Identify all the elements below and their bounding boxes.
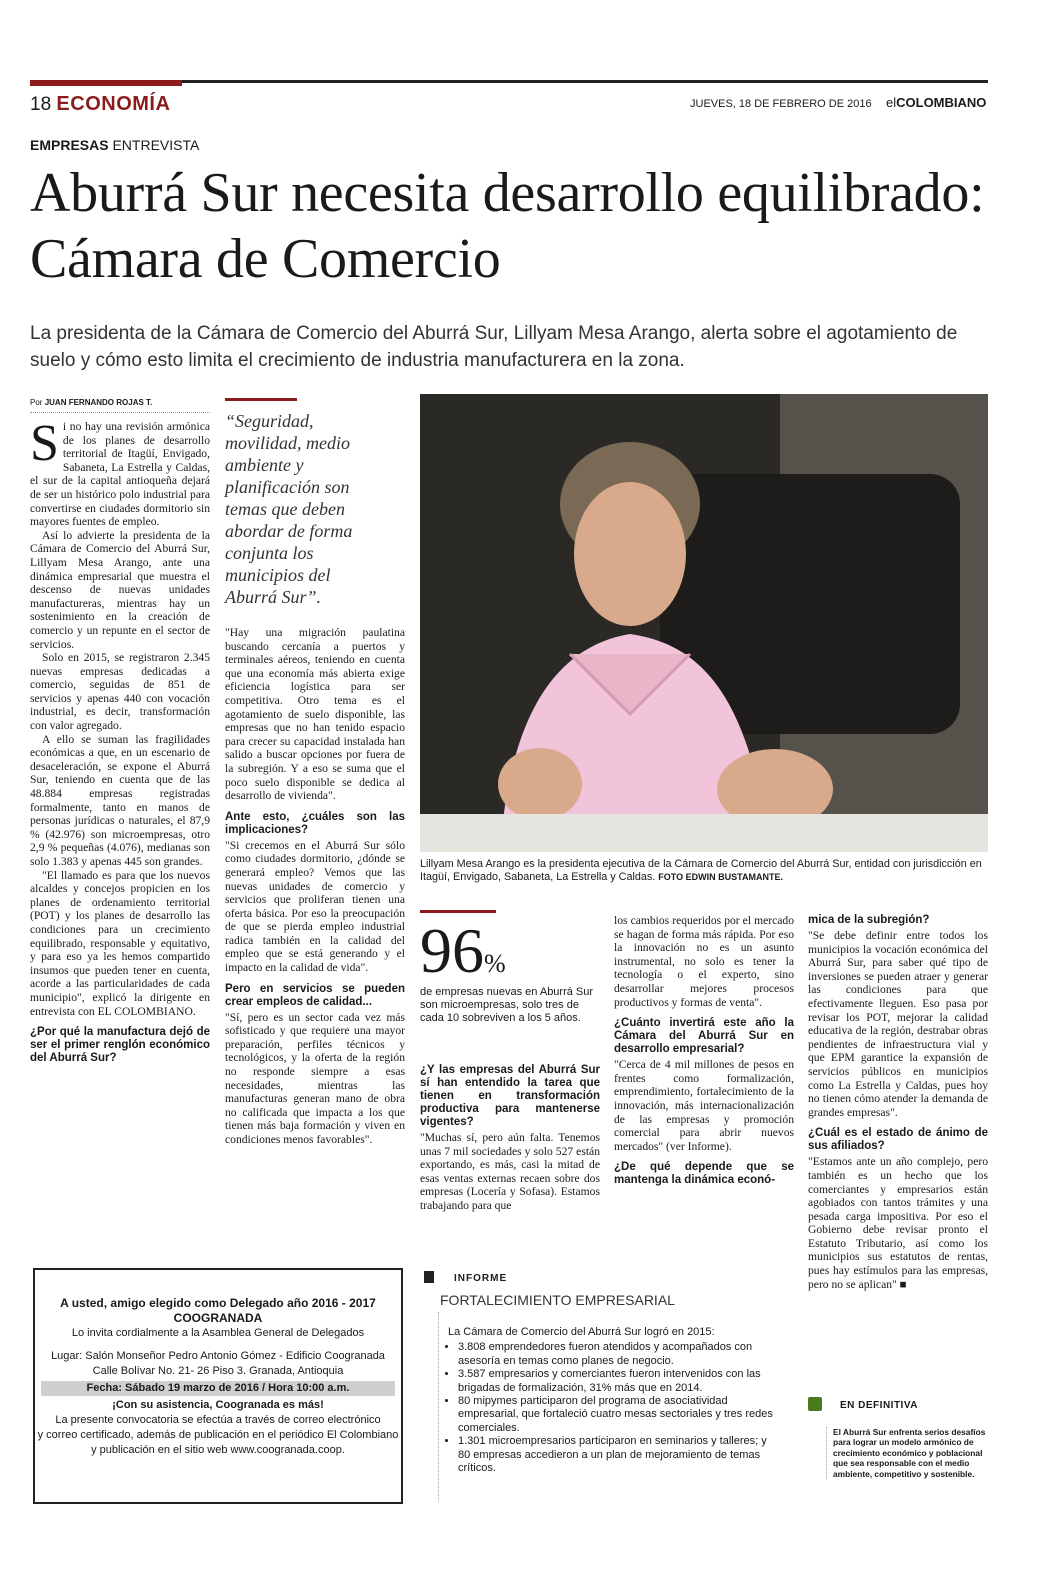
end-mark-icon: ■ [899, 1277, 907, 1291]
grid-icon [808, 1397, 822, 1411]
kicker-section: EMPRESAS [30, 137, 109, 153]
coogranada-advertisement [33, 1268, 403, 1504]
informe-intro: La Cámara de Comercio del Aburrá Sur logró en 2015: [448, 1326, 715, 1338]
paragraph: A ello se suman las fragilidades económicas a que, en un escenario de desaceleración, se expone el Aburrá Sur, teniendo en cuenta que de las 48.884 empresas registradas formalmente, tanto en manos de personas jurídicas o naturales, el 87,9 % (42.976) son microempresas, otro 2,9 % pequeñas (4.076), medianas son solo 1.383 y apenas 445 son grandes. [30, 732, 210, 868]
photo-credit: FOTO EDWIN BUSTAMANTE. [658, 872, 783, 882]
question: Ante esto, ¿cuáles son las implicaciones? [225, 810, 405, 836]
informe-label [424, 1271, 507, 1284]
paragraph: "Se debe definir entre todos los municipios la vocación económica del Aburrá Sur, para saber qué tipo de inversiones se pueden atraer y generar las condiciones para que efectivamente lleguen. Eso pasa por revisar los POT, mejorar la calidad educativa de la región, destrabar obras pendientes de infraestructura vial y que EPM garantice la expansión de servicios públicos en municipios como La Estrella y Caldas, pues hoy no tienen cómo atender la demanda de grandes empresas". [808, 929, 988, 1119]
list-item: • 1.301 microempresarios participaron en seminarios y talleres; y 80 empresas accedieron a un plan de mejoramiento de temas críticos. [458, 1435, 774, 1475]
article-column-4 [614, 914, 794, 1189]
definitiva-text: El Aburrá Sur enfrenta serios desafíos para lograr un modelo armónico de crecimiento económico y poblacional que sea responsable con el medio ambiente, competitivo y sostenible. [826, 1427, 993, 1479]
header-accent-bar [30, 80, 182, 86]
paragraph: "Si crecemos en el Aburrá Sur sólo como ciudades dormitorio, ¿dónde se generará empleo? Vemos que las nuevas unidades de comercio y servicios que proliferan tienen una oferta básica. Por eso la preocupación de que se pierda empleo industrial radica también en la calidad del empleo que se está generando y el impacto en la calidad de vida". [225, 838, 405, 975]
question: ¿Cuánto invertirá este año la Cámara del Aburrá Sur en desarrollo empresarial? [614, 1017, 794, 1056]
stat-number [420, 914, 506, 988]
informe-list [448, 1341, 774, 1475]
question: mica de la subregión? [808, 914, 930, 926]
ad-line: COOGRANADA [173, 1311, 263, 1325]
paragraph: "Cerca de 4 mil millones de pesos en frentes como formalización, emprendimiento, fortalecimiento de la innovación, más internacionalización de las empresas y promoción comercial para abrir nuevos mercados" (ver Informe). [614, 1058, 794, 1153]
ad-line: Lo invita cordialmente a la Asamblea General de Delegados [71, 1327, 365, 1339]
paragraph-text: i no hay una revisión armónica de los planes de desarrollo territorial de Itagüí, Envigado, Sabaneta, La Estrella y Caldas, el sur de la capital antioqueña dejará de ser un histórico polo industrial para convertirse en ciudades dormitorio sin mayores fuentes de empleo. [30, 420, 210, 529]
pullquote-accent [225, 398, 297, 401]
paragraph: "Sí, pero es un sector cada vez más sofisticado y que requiere una mayor preparación, perfiles técnicos y tecnológicos, y la oferta de la región no responde siempre a esas necesidades, mientras las manufacturas generan mano de obra no calificada que impacta a los que tienen más baja formación y viven en condiciones menos favorables". [225, 1010, 405, 1146]
article-column-3 [420, 1064, 600, 1213]
byline-divider [30, 412, 210, 413]
paragraph: "Hay una migración paulatina buscando cercanía a puertos y terminales aéreos, teniendo en cuenta que una economía más abierta exige eficiencia logística para ser competitiva. Otro tema es el agotamiento de suelo disponible, las empresas que no han tenido espacio para crecer su capacidad instalada han salido a buscar opciones por fuera de la subregión. Y a eso se suma que el poco suelo disponible se dedica al desarrollo de vivienda". [225, 626, 405, 803]
section-name: ECONOMÍA [56, 93, 171, 115]
informe-label-text: INFORME [454, 1273, 508, 1284]
kicker [30, 137, 199, 153]
page-number-section [30, 93, 170, 116]
ad-line: La presente convocatoria se efectúa a través de correo electrónico [55, 1414, 381, 1426]
portrait-photo [420, 394, 988, 852]
ad-line: A usted, amigo elegido como Delegado año 2016 - 2017 [60, 1296, 376, 1310]
ad-line: Calle Bolívar No. 21- 26 Piso 3. Granada, Antioquia [92, 1365, 344, 1377]
article-column-1 [30, 415, 210, 1067]
article-column-5 [808, 914, 988, 1291]
paragraph: Solo en 2015, se registraron 2.345 nuevas empresas dedicadas a comercio, seguidas de 851 de servicios y apenas 440 con vocación industrial, es decir, transformación con valor agregado. [30, 651, 210, 733]
ad-line: Lugar: Salón Monseñor Pedro Antonio Gómez - Edificio Coogranada [51, 1350, 385, 1362]
byline-prefix: Por [30, 398, 43, 407]
list-item: • 3.808 emprendedores fueron atendidos y acompañados con asesoría en temas como planes de negocio. [458, 1341, 774, 1368]
ad-line: ¡Con su asistencia, Coogranada es más! [112, 1399, 324, 1411]
definitiva-label-text: EN DEFINITIVA [840, 1400, 918, 1411]
caption-text: Lillyam Mesa Arango es la presidenta ejecutiva de la Cámara de Comercio del Aburrá Sur, entidad con jurisdicción en Itagüí, Envigado, Sabaneta, La Estrella y Caldas. [420, 858, 982, 883]
deck: La presidenta de la Cámara de Comercio del Aburrá Sur, Lillyam Mesa Arango, alerta sobre el agotamiento de suelo y cómo esto limita el crecimiento de industria manufacturera en la zona. [30, 323, 958, 371]
brand-name: COLOMBIANO [896, 95, 987, 110]
question: ¿Cuál es el estado de ánimo de sus afiliados? [808, 1127, 988, 1153]
document-icon [424, 1271, 434, 1283]
list-item: • 80 mipymes participaron del programa de asociatividad empresarial, que fortaleció cuatro mesas sectoriales y tres redes comerciales. [458, 1395, 774, 1435]
list-item: • 3.587 empresarios y comerciantes fueron intervenidos con las brigadas de formalización, 31% más que en 2014. [458, 1368, 774, 1395]
stat-value: 96 [420, 915, 484, 986]
byline [30, 398, 152, 407]
paragraph: Así lo advierte la presidenta de la Cámara de Comercio del Aburrá Sur, Lillyam Mesa Arango, ante una dinámica empresarial que muestra el descenso de nuevas unidades manufactureras, mientras hay un sostenimiento en la creación de comercio y un repunte en el sector de servicios. [30, 528, 210, 651]
newspaper-brand [886, 95, 986, 110]
ad-line: y correo certificado, además de publicación en el periódico El Colombiano [37, 1429, 399, 1441]
question: Pero en servicios se pueden crear empleos de calidad... [225, 982, 405, 1008]
paragraph: "Muchas sí, pero aún falta. Tenemos unas 7 mil sociedades y solo 527 están exportando, es más, casi la mitad de esas ventas externas recaen sobre dos empresas (Locería y Sofasa). Estamos trabajando para que [420, 1131, 600, 1212]
stat-text: de empresas nuevas en Aburrá Sur son microempresas, solo tres de cada 10 sobreviven a los 5 años. [420, 986, 594, 1024]
article-column-2 [225, 626, 405, 1147]
question: ¿De qué depende que se mantenga la dinámica econó- [614, 1161, 794, 1187]
date: JUEVES, 18 DE FEBRERO DE 2016 [690, 98, 872, 110]
informe-title: FORTALECIMIENTO EMPRESARIAL [440, 1292, 675, 1308]
informe-body [448, 1326, 774, 1475]
photo-image [420, 394, 988, 852]
paragraph: "El llamado es para que los nuevos alcaldes y concejos propicien en los planes de ordenamiento territorial (POT) y los planes de desarrollo las condiciones para un crecimiento equilibrado, responsable y equitativo, y para eso ya les hemos compartido insumos que pueden tener en cuenta, acorde a las particularidades de cada municipio", explicó la dirigente en entrevista con EL COLOMBIANO. [30, 868, 210, 1018]
paragraph: los cambios requeridos por el mercado se hagan de forma más rápida. Por eso la innovación no es un asunto instrumental, no solo es tener la tecnología o el experto, sino desarrollar mejores procesos productivos y formas de venta". [614, 914, 794, 1009]
question: ¿Por qué la manufactura dejó de ser el primer renglón económico del Aburrá Sur? [30, 1026, 210, 1065]
stat-unit: % [484, 949, 506, 978]
ad-line: y publicación en el sitio web www.coogranada.coop. [91, 1444, 345, 1456]
definitiva-label [808, 1397, 918, 1411]
brand-prefix: el [886, 95, 897, 110]
kicker-type: ENTREVISTA [112, 137, 200, 153]
stat-accent [420, 910, 496, 913]
paragraph [808, 1155, 988, 1291]
pullquote: “Seguridad, movilidad, medio ambiente y planificación son temas que deben abordar de forma conjunta los municipios del Aburrá Sur”. [225, 411, 353, 607]
photo-caption [420, 858, 988, 884]
paragraph-text: "Estamos ante un año complejo, pero también es un hecho que los comerciantes y empresarios están agobiados con tantos trámites y una pesada carga impositiva. Por eso el Gobierno debe revisar pronto el Estatuto Tributario, así como los municipios sus estatutos de rentas, pues hay estímulos para las empresas, pero no se aplican" [808, 1155, 988, 1291]
paragraph [30, 415, 210, 529]
page-number: 18 [30, 94, 52, 115]
question: ¿Y las empresas del Aburrá Sur sí han entendido la tarea que tienen en transformación productiva para mantenerse vigentes? [420, 1064, 600, 1128]
headline: Aburrá Sur necesita desarrollo equilibrado: Cámara de Comercio [30, 162, 985, 290]
drop-cap: S [30, 415, 59, 472]
byline-author: JUAN FERNANDO ROJAS T. [44, 398, 153, 407]
ad-date-banner: Fecha: Sábado 19 marzo de 2016 / Hora 10:00 a.m. [41, 1381, 395, 1396]
